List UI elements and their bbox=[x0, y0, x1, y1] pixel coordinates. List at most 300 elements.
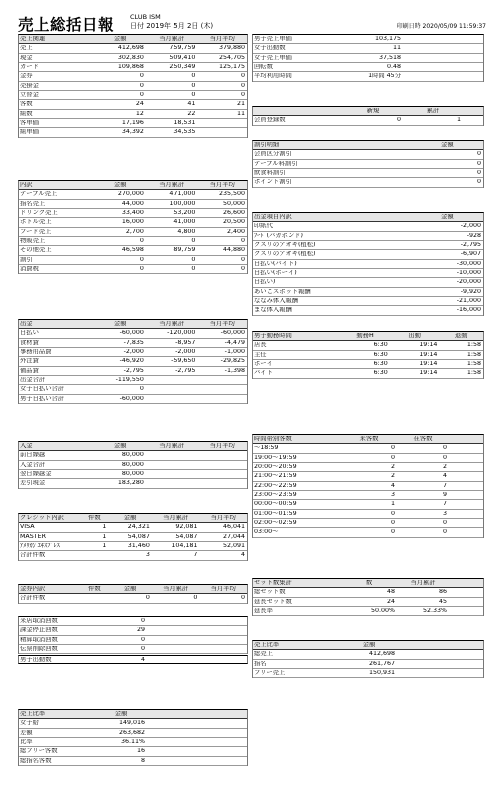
cell-value: 19:14 bbox=[419, 342, 438, 349]
table-row bbox=[253, 116, 483, 125]
cell-value: 1時間 45分 bbox=[368, 73, 401, 80]
cell-value: 302,830 bbox=[117, 54, 144, 61]
row-label: ポイント割引 bbox=[254, 179, 292, 186]
cell-value: 50.00% bbox=[370, 608, 395, 615]
column-header: 当月平均 bbox=[209, 443, 235, 450]
report-date: 日付 2019年 5月 2日 (木) bbox=[130, 22, 214, 30]
cell-value: 0 bbox=[390, 510, 395, 517]
row-label: テーブル売上 bbox=[20, 191, 58, 198]
row-label: 合計件数 bbox=[20, 595, 46, 602]
cell-value: 149,016 bbox=[118, 720, 145, 727]
table-row bbox=[253, 528, 483, 537]
cell-value: 0.48 bbox=[386, 64, 401, 71]
left-expenses bbox=[18, 319, 248, 404]
row-label: 来店取消回数 bbox=[20, 618, 58, 625]
right-top bbox=[252, 34, 484, 82]
column-header: 入金 bbox=[20, 443, 33, 450]
row-label: 売掛金 bbox=[20, 82, 39, 89]
table-row bbox=[19, 729, 247, 738]
left-visits bbox=[18, 616, 248, 654]
cell-value: 2 bbox=[442, 464, 447, 471]
row-label: 出金合計 bbox=[20, 377, 46, 384]
table-row bbox=[19, 110, 247, 119]
table-row bbox=[253, 288, 483, 297]
column-header: 来客数 bbox=[359, 436, 379, 443]
cell-value: 3 bbox=[390, 492, 395, 499]
cell-value: -29,825 bbox=[220, 358, 245, 365]
cell-value: 0 bbox=[145, 595, 150, 602]
cell-value: 4 bbox=[390, 482, 395, 489]
table-row bbox=[253, 269, 483, 278]
cell-value: 1:58 bbox=[466, 342, 482, 349]
table-row bbox=[253, 160, 483, 169]
row-label: 立替金 bbox=[20, 92, 39, 99]
table-row bbox=[253, 454, 483, 463]
cell-value: 36.11% bbox=[120, 739, 145, 746]
table-header-row bbox=[253, 435, 483, 444]
row-label: ～18:59 bbox=[254, 445, 279, 452]
cell-value: 250,349 bbox=[169, 64, 196, 71]
table-row bbox=[253, 660, 483, 669]
row-label: 客数 bbox=[20, 101, 33, 108]
column-header: 退勤 bbox=[454, 333, 468, 340]
row-label: 02:00～02:59 bbox=[254, 520, 297, 527]
cell-value: 471,000 bbox=[169, 191, 196, 198]
table-row bbox=[253, 250, 483, 259]
row-label: 女子出勤数 bbox=[254, 45, 286, 52]
column-header: 金額 bbox=[113, 443, 127, 450]
cell-value: 0 bbox=[390, 454, 395, 461]
column-header: 金額 bbox=[362, 642, 376, 649]
row-label: ﾌｰﾄﾞ(バガボンド) bbox=[254, 232, 303, 239]
right-members bbox=[252, 106, 484, 126]
table-row bbox=[253, 472, 483, 481]
row-label: あいこスポット報酬 bbox=[254, 288, 311, 295]
row-label: 女子売上単価 bbox=[254, 54, 292, 61]
table-row bbox=[19, 594, 247, 603]
left-column bbox=[18, 34, 248, 138]
table-row bbox=[19, 265, 247, 274]
table-row bbox=[253, 222, 483, 231]
table-row bbox=[19, 479, 247, 488]
cell-value: 0 bbox=[191, 256, 196, 263]
cell-value: 26,600 bbox=[222, 210, 245, 217]
cell-value: 104,181 bbox=[171, 543, 198, 550]
table-row bbox=[19, 747, 247, 756]
table-row bbox=[19, 329, 247, 338]
right-hourly bbox=[252, 434, 484, 538]
cell-value: 1 bbox=[102, 543, 107, 550]
column-header: 当月平均 bbox=[209, 36, 235, 43]
cell-value: 0 bbox=[139, 92, 144, 99]
table-header-row bbox=[253, 579, 483, 588]
cell-value: 1:58 bbox=[466, 370, 482, 377]
table-header-row bbox=[19, 181, 247, 190]
table-row bbox=[19, 533, 247, 542]
members-table bbox=[252, 106, 484, 126]
cell-value: 0 bbox=[140, 646, 145, 653]
cell-value: 12 bbox=[135, 110, 144, 117]
table-row bbox=[253, 491, 483, 500]
cell-value: 0 bbox=[390, 445, 395, 452]
column-header: 累計 bbox=[426, 108, 440, 115]
cell-value: 33,400 bbox=[121, 210, 144, 217]
cell-value: 44,000 bbox=[121, 200, 144, 207]
column-header: 当月累計 bbox=[159, 182, 185, 189]
table-row bbox=[19, 54, 247, 63]
row-label: 会員区分割引 bbox=[254, 151, 292, 158]
table-row bbox=[19, 645, 247, 654]
right-ratio bbox=[252, 640, 484, 678]
table-header-row bbox=[19, 585, 247, 594]
row-label: 精算取消回数 bbox=[20, 636, 58, 643]
table-row bbox=[253, 510, 483, 519]
cell-value: 412,698 bbox=[368, 651, 395, 658]
male-staff-value: 4 bbox=[140, 656, 145, 663]
cell-value: 41,000 bbox=[173, 219, 196, 226]
right-expense-items bbox=[252, 212, 484, 316]
cell-value: 20,500 bbox=[222, 219, 245, 226]
table-row bbox=[19, 119, 247, 128]
cell-value: 0 bbox=[476, 179, 481, 186]
table-row bbox=[253, 463, 483, 472]
sets-table bbox=[252, 578, 484, 616]
table-header-row bbox=[253, 107, 483, 116]
cell-value: 46,041 bbox=[222, 524, 245, 531]
report-header bbox=[18, 13, 486, 35]
table-row bbox=[19, 738, 247, 747]
column-header: 金額 bbox=[441, 214, 454, 221]
row-label: 指名売上 bbox=[20, 200, 46, 207]
cell-value: 109,868 bbox=[117, 64, 144, 71]
cell-value: 0 bbox=[442, 445, 447, 452]
column-header: 件数 bbox=[88, 586, 101, 593]
cell-value: 0 bbox=[240, 238, 245, 245]
row-label: 入金合計 bbox=[20, 461, 46, 468]
table-row bbox=[19, 63, 247, 72]
column-header: 金額 bbox=[113, 36, 127, 43]
cell-value: 6:30 bbox=[373, 351, 388, 358]
cell-value: 2 bbox=[390, 464, 395, 471]
cell-value: 11 bbox=[392, 45, 401, 52]
cell-value: 0 bbox=[240, 595, 245, 602]
table-row bbox=[253, 669, 483, 678]
left-breakdown bbox=[18, 180, 248, 274]
cell-value: -60,000 bbox=[119, 330, 144, 337]
table-row bbox=[19, 542, 247, 551]
cell-value: 0 bbox=[390, 520, 395, 527]
right-sets bbox=[252, 578, 484, 616]
cell-value: 0 bbox=[442, 529, 447, 536]
cell-value: 254,705 bbox=[218, 54, 245, 61]
table-row bbox=[19, 44, 247, 53]
cell-value: 0 bbox=[240, 256, 245, 263]
cell-value: -7,835 bbox=[123, 339, 144, 346]
left-credit bbox=[18, 513, 248, 561]
table-header-row bbox=[253, 641, 483, 650]
table-row bbox=[19, 367, 247, 376]
cell-value: 0 bbox=[139, 256, 144, 263]
column-header: 当月累計 bbox=[163, 586, 189, 593]
row-label: テーブル料割引 bbox=[254, 160, 298, 167]
table-row bbox=[253, 169, 483, 178]
cell-value: -9,920 bbox=[460, 288, 481, 295]
cell-value: 50,000 bbox=[222, 200, 245, 207]
row-label: 平均利用時間 bbox=[254, 73, 292, 80]
cell-value: 0 bbox=[191, 238, 196, 245]
cell-value: 3 bbox=[145, 552, 150, 559]
cell-value: 19:14 bbox=[419, 361, 438, 368]
cell-value: 1 bbox=[102, 533, 107, 540]
cell-value: 235,500 bbox=[218, 191, 245, 198]
cell-value: -2,000 bbox=[460, 223, 481, 230]
table-row bbox=[19, 209, 247, 218]
left-deposits bbox=[18, 441, 248, 489]
cell-value: 759,759 bbox=[169, 45, 196, 52]
cell-value: 0 bbox=[140, 618, 145, 625]
table-header-row bbox=[19, 35, 247, 44]
table-row bbox=[19, 348, 247, 357]
cell-value: -4,479 bbox=[224, 339, 245, 346]
row-label: 比率 bbox=[20, 739, 33, 746]
table-row bbox=[19, 246, 247, 255]
cell-value: 1:58 bbox=[466, 351, 482, 358]
row-label: 合計件数 bbox=[20, 552, 46, 559]
cell-value: 2,400 bbox=[226, 228, 245, 235]
table-row bbox=[19, 100, 247, 109]
cell-value: 7 bbox=[442, 501, 447, 508]
cell-value: 80,000 bbox=[121, 461, 144, 468]
cell-value: 89,759 bbox=[173, 247, 196, 254]
cell-value: 1 bbox=[456, 117, 461, 124]
row-label: 差引現金 bbox=[20, 480, 46, 487]
cell-value: 4 bbox=[240, 552, 245, 559]
cell-value: 0 bbox=[191, 82, 196, 89]
cell-value: 103,175 bbox=[374, 36, 401, 43]
row-label: 備品費 bbox=[20, 367, 39, 374]
cell-value: 2,700 bbox=[125, 228, 144, 235]
row-label: 店長 bbox=[254, 342, 267, 349]
cell-value: 92,081 bbox=[175, 524, 198, 531]
cell-value: 7 bbox=[193, 552, 198, 559]
table-row bbox=[19, 218, 247, 227]
table-row bbox=[19, 757, 247, 766]
cell-value: 54,087 bbox=[127, 533, 150, 540]
row-label: 伝票削除回数 bbox=[20, 646, 58, 653]
table-header-row bbox=[19, 710, 247, 719]
row-label: 消費税 bbox=[20, 266, 39, 273]
cell-value: 21 bbox=[236, 101, 245, 108]
row-label: 割引 bbox=[20, 256, 33, 263]
left-vouchers bbox=[18, 584, 248, 604]
ratio-left-table bbox=[18, 709, 248, 766]
row-label: VISA bbox=[20, 524, 35, 531]
cell-value: -2,795 bbox=[175, 367, 196, 374]
cell-value: 34,535 bbox=[173, 129, 196, 136]
cell-value: 0 bbox=[191, 92, 196, 99]
cell-value: -59,650 bbox=[171, 358, 196, 365]
row-label: MASTER bbox=[20, 533, 46, 540]
row-label: 主任 bbox=[254, 351, 267, 358]
column-header: 当月累計 bbox=[159, 36, 185, 43]
row-label: 女子日払い合計 bbox=[20, 386, 65, 393]
row-label: フリー売上 bbox=[254, 670, 286, 677]
table-row bbox=[253, 297, 483, 306]
row-label: ボーイ bbox=[254, 361, 273, 368]
row-label: 総セット数 bbox=[254, 589, 286, 596]
table-row bbox=[253, 500, 483, 509]
table-row bbox=[19, 617, 247, 626]
cell-value: -6,907 bbox=[460, 251, 481, 258]
table-row bbox=[253, 482, 483, 491]
cell-value: 0 bbox=[476, 170, 481, 177]
column-header: 出勤 bbox=[408, 333, 421, 340]
cell-value: 80,000 bbox=[121, 471, 144, 478]
column-header: 金額 bbox=[123, 586, 137, 593]
cell-value: 27,044 bbox=[222, 533, 245, 540]
cell-value: 53,200 bbox=[173, 210, 196, 217]
row-label: 食材費 bbox=[20, 339, 39, 346]
row-label: 男子日払い合計 bbox=[20, 395, 65, 402]
row-label: 延長率 bbox=[254, 608, 273, 615]
column-header: 売上比率 bbox=[20, 711, 46, 718]
table-row bbox=[19, 128, 247, 137]
table-row bbox=[19, 82, 247, 91]
cell-value: 7 bbox=[442, 482, 447, 489]
table-row bbox=[253, 598, 483, 607]
row-label: その他売上 bbox=[20, 247, 52, 254]
row-label: 総フリー客数 bbox=[20, 748, 58, 755]
cell-value: 48 bbox=[386, 589, 395, 596]
table-row bbox=[19, 551, 247, 560]
cell-value: 0 bbox=[139, 266, 144, 273]
cell-value: 1 bbox=[102, 524, 107, 531]
cell-value: -119,550 bbox=[115, 377, 144, 384]
column-header: 当月累計 bbox=[159, 443, 185, 450]
table-row bbox=[253, 369, 483, 378]
cell-value: 8 bbox=[140, 757, 145, 764]
row-label: 日払い(ボーイ) bbox=[254, 270, 297, 277]
row-label: 20:00～20:59 bbox=[254, 464, 297, 471]
row-label: 差額 bbox=[20, 729, 33, 736]
row-label: 日払い bbox=[20, 330, 39, 337]
row-label: 飲食料割引 bbox=[254, 170, 286, 177]
row-label: 指名 bbox=[254, 660, 267, 667]
table-row bbox=[253, 519, 483, 528]
cell-value: -46,920 bbox=[119, 358, 144, 365]
cell-value: 41 bbox=[187, 101, 196, 108]
cell-value: -928 bbox=[466, 232, 481, 239]
cell-value: 6:30 bbox=[373, 361, 388, 368]
cell-value: -8,957 bbox=[175, 339, 196, 346]
cell-value: 0 bbox=[139, 82, 144, 89]
club-name: CLUB ISM bbox=[130, 13, 161, 21]
column-header: 勤務H bbox=[356, 333, 374, 340]
left-ratio bbox=[18, 709, 248, 766]
row-label: 日払い) bbox=[254, 279, 276, 286]
expense-items-table bbox=[252, 212, 484, 316]
column-header: 金額 bbox=[113, 321, 127, 328]
discounts-table bbox=[252, 140, 484, 188]
column-header: 売上比率 bbox=[254, 642, 280, 649]
cell-value: 0 bbox=[139, 238, 144, 245]
table-row bbox=[19, 190, 247, 199]
cell-value: 0 bbox=[191, 266, 196, 273]
sales-table bbox=[18, 34, 248, 138]
column-header: 金額 bbox=[114, 711, 128, 718]
cell-value: 46,598 bbox=[121, 247, 144, 254]
column-header: 当月平均 bbox=[210, 515, 236, 522]
cell-value: 24 bbox=[135, 101, 144, 108]
row-label: 回転数 bbox=[254, 64, 273, 71]
cell-value: 19:14 bbox=[419, 351, 438, 358]
cell-value: 4 bbox=[442, 473, 447, 480]
row-label: 総売上 bbox=[254, 651, 273, 658]
row-label: ｱﾒﾘｶﾝ ｴｷｽﾌﾟﾚｽ bbox=[20, 543, 60, 550]
ratio-right-table bbox=[252, 640, 484, 678]
row-label: 翌日繰越金 bbox=[20, 471, 52, 478]
row-label: 事務用品費 bbox=[20, 349, 52, 356]
cell-value: -2,000 bbox=[175, 349, 196, 356]
row-label: 22:00～22:59 bbox=[254, 482, 297, 489]
column-header: 割引明細 bbox=[254, 142, 280, 149]
cell-value: 0 bbox=[139, 386, 144, 393]
printed-datetime: 印刷日時 2020/05/09 11:59:37 bbox=[396, 23, 486, 30]
column-header: 当月平均 bbox=[209, 182, 235, 189]
table-row bbox=[253, 650, 483, 659]
row-label: 現金 bbox=[20, 54, 33, 61]
column-header: 当月平均 bbox=[209, 321, 235, 328]
row-label: 延長セット数 bbox=[254, 598, 292, 605]
column-header: 当月平均 bbox=[210, 586, 236, 593]
cell-value: 0 bbox=[193, 595, 198, 602]
row-label: ボトル売上 bbox=[20, 219, 52, 226]
table-row bbox=[19, 626, 247, 635]
column-header: 時間帯別客数 bbox=[254, 436, 292, 443]
table-row bbox=[253, 351, 483, 360]
row-label: ドリンク売上 bbox=[20, 210, 58, 217]
cell-value: 0 bbox=[140, 636, 145, 643]
row-label: 課金停止回数 bbox=[20, 627, 58, 634]
cell-value: -30,000 bbox=[456, 260, 481, 267]
table-row bbox=[253, 241, 483, 250]
cell-value: -10,000 bbox=[456, 270, 481, 277]
column-header: 内訳 bbox=[20, 182, 33, 189]
table-row bbox=[253, 360, 483, 369]
cell-value: 37,518 bbox=[378, 54, 401, 61]
cell-value: 1:58 bbox=[466, 361, 482, 368]
row-label: 金券 bbox=[20, 73, 33, 80]
cell-value: 0 bbox=[240, 266, 245, 273]
column-header: 出金項目内訳 bbox=[254, 214, 292, 221]
cell-value: 4,800 bbox=[177, 228, 196, 235]
visits-table bbox=[18, 616, 248, 654]
column-header: 売上関連 bbox=[20, 36, 46, 43]
cell-value: 29 bbox=[136, 627, 145, 634]
row-label: 女子給 bbox=[20, 720, 39, 727]
cell-value: 0 bbox=[191, 73, 196, 80]
column-header: クレジット内訳 bbox=[20, 515, 64, 522]
table-row bbox=[253, 278, 483, 287]
cell-value: 0 bbox=[240, 82, 245, 89]
table-row bbox=[253, 63, 483, 72]
row-label: 客単価 bbox=[20, 120, 39, 127]
table-row bbox=[253, 72, 483, 81]
column-header: 当月累計 bbox=[163, 515, 189, 522]
cell-value: -60,000 bbox=[220, 330, 245, 337]
cell-value: 80,000 bbox=[121, 452, 144, 459]
report-title: 売上総括日報 bbox=[18, 16, 115, 34]
